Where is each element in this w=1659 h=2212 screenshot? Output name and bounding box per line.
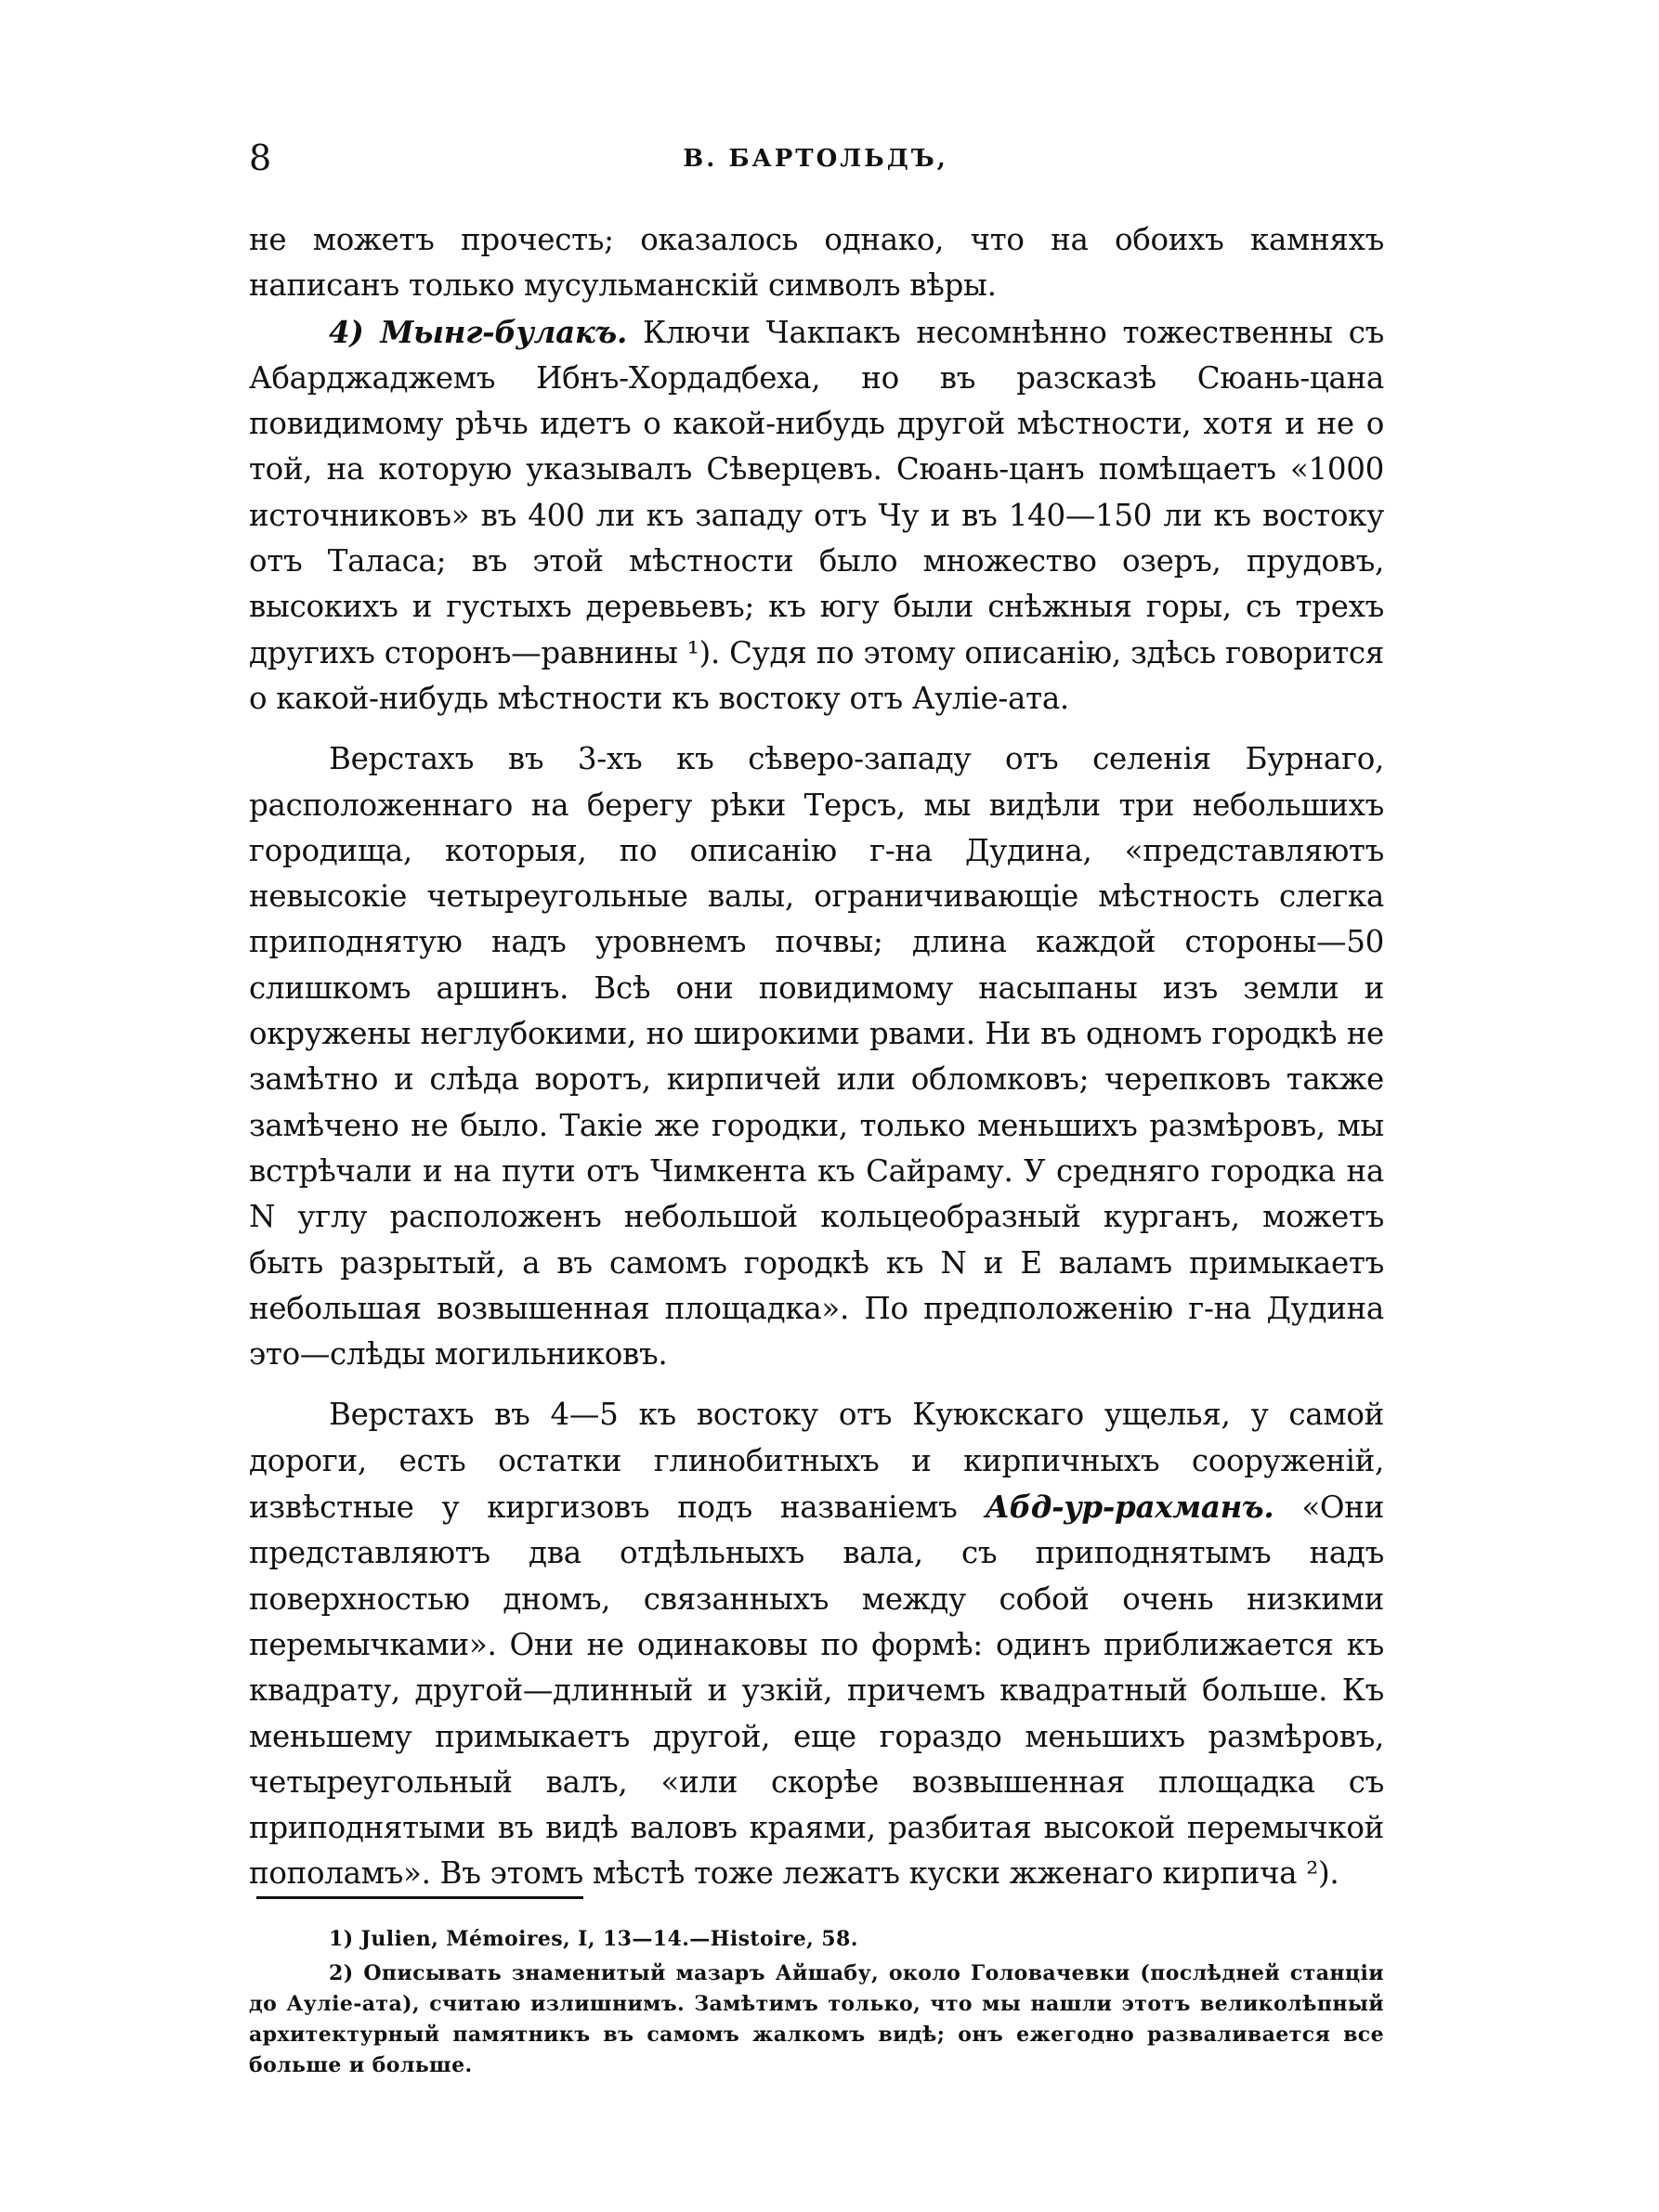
running-head: В. БАРТОЛЬДЪ,: [683, 145, 948, 173]
section-heading-myng-bulak: 4) Мынг-булакъ.: [329, 313, 627, 350]
place-name-abd-ur-rakhman: Абд-ур-рахманъ.: [985, 1489, 1274, 1526]
paragraph-abd-ur-rakhman: [249, 1392, 1384, 1896]
paragraph-myng-bulak-text: Ключи Чакпакъ несомнѣнно тожественны съ Абарджаджемъ Ибнъ-Хордадбеха, но въ разсказѣ Сюань-цана повидимому рѣчь идетъ о какой-нибудь другой мѣстности, хотя и не о той, на которую указывалъ Сѣверцевъ. Сюань-цанъ помѣщаетъ «1000 источниковъ» въ 400 ли къ западу отъ Чу и въ 140—150 ли къ востоку отъ Таласа; въ этой мѣстности было множество озеръ, прудовъ, высокихъ и густыхъ деревьевъ; къ югу были снѣжныя горы, съ трехъ другихъ сторонъ—равнины ¹). Судя по этому описанію, здѣсь говорится о какой-нибудь мѣстности къ востоку отъ Ауліе-ата.: [249, 314, 1384, 716]
footnote-rule: [256, 1896, 583, 1899]
page-header: [249, 137, 1382, 184]
paragraph-abd-ur-rakhman-text: «Они представляютъ два отдѣльныхъ вала, съ приподнятымъ надъ поверхностью дномъ, связанныхъ между собой очень низкими перемычками». Они не одинаковы по формѣ: одинъ приближается къ квадрату, другой—длинный и узкій, причемъ квадратный больше. Къ меньшему примыкаетъ другой, еще гораздо меньшихъ размѣровъ, четыреугольный валъ, «или скорѣе возвышенная площадка съ приподнятыми въ видѣ валовъ краями, разбитая высокой перемычкой пополамъ». Въ этомъ мѣстѣ тоже лежатъ куски жженаго кирпича ²).: [249, 1490, 1384, 1892]
paragraph-continued: не можетъ прочесть; оказалось однако, что на обоихъ камняхъ написанъ только мусульманскій символъ вѣры.: [249, 222, 1384, 304]
paragraph-myng-bulak: [249, 309, 1384, 722]
footnote-2: 2) Описывать знаменитый мазаръ Айшабу, около Головачевки (послѣдней станціи до Ауліе-ата), считаю излишнимъ. Замѣтимъ только, что мы нашли этотъ великолѣпный архитектурный памятникъ въ самомъ жалкомъ видѣ; онъ ежегодно разваливается все больше и больше.: [249, 1961, 1384, 2077]
paragraph-abd-ur-rakhman-intro: Верстахъ въ 4—5 къ востоку отъ Куюкскаго ущелья, у самой дороги, есть остатки глинобитныхъ и кирпичныхъ сооруженій, извѣстные у киргизовъ подъ названіемъ: [249, 1397, 1384, 1526]
body-text: [249, 217, 1384, 1897]
paragraph-burnoe: Верстахъ въ 3-хъ къ сѣверо-западу отъ селенія Бурнаго, расположеннаго на берегу рѣки Терсъ, мы видѣли три небольшихъ городища, которыя, по описанію г-на Дудина, «представляютъ невысокіе четыреугольные валы, ограничивающіе мѣстность слегка приподнятую надъ уровнемъ почвы; длина каждой стороны—50 слишкомъ аршинъ. Всѣ они повидимому насыпаны изъ земли и окружены неглубокими, но широкими рвами. Ни въ одномъ городкѣ не замѣтно и слѣда воротъ, кирпичей или обломковъ; черепковъ также замѣчено не было. Такіе же городки, только меньшихъ размѣровъ, мы встрѣчали и на пути отъ Чимкента къ Сайраму. У средняго городка на N углу расположенъ небольшой кольцеобразный курганъ, можетъ быть разрытый, а въ самомъ городкѣ къ N и E валамъ примыкаетъ небольшая возвышенная площадка». По предположенію г-на Дудина это—слѣды могильниковъ.: [249, 741, 1384, 1373]
footnote-1: 1) Julien, Mémoires, I, 13—14.—Histoire, 58.: [329, 1927, 858, 1951]
page-number: 8: [249, 137, 272, 178]
footnotes: [249, 1924, 1384, 2081]
